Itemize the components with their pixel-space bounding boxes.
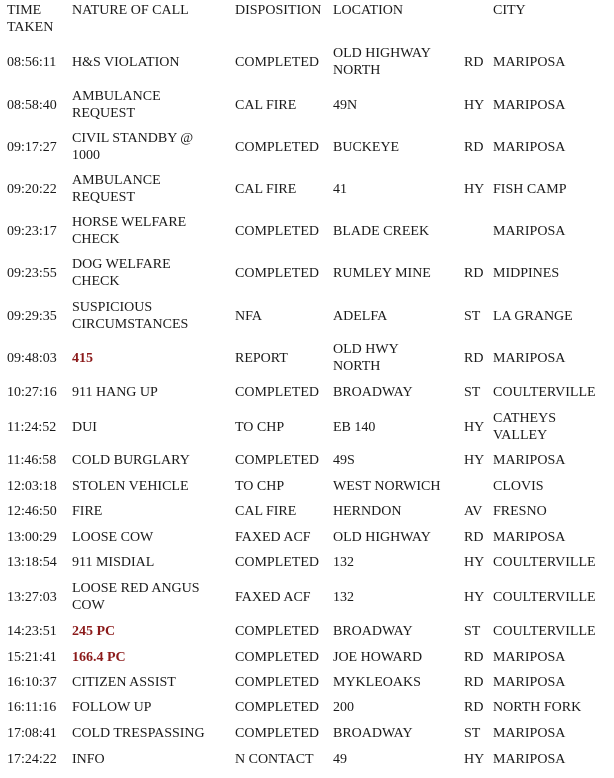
location-cell: OLD HIGHWAY NORTH — [333, 46, 431, 78]
city-cell: FRESNO — [493, 503, 547, 519]
header-city: CITY — [493, 3, 526, 18]
city-cell: COULTERVILLE — [493, 554, 596, 570]
nature-cell: 166.4 PC — [72, 649, 126, 665]
city-cell: MARIPOSA — [493, 97, 566, 113]
disposition-cell: COMPLETED — [235, 223, 319, 239]
location-cell: 49S — [333, 452, 355, 468]
street-suffix-cell: ST — [464, 308, 481, 324]
nature-cell: LOOSE COW — [72, 529, 154, 545]
time-cell: 13:18:54 — [7, 554, 57, 570]
street-suffix-cell: RD — [464, 674, 484, 690]
street-suffix-cell: RD — [464, 699, 484, 715]
location-cell: BROADWAY — [333, 384, 413, 400]
city-cell: LA GRANGE — [493, 308, 573, 324]
nature-cell: FIRE — [72, 503, 103, 519]
disposition-cell: COMPLETED — [235, 54, 319, 70]
city-cell: MIDPINES — [493, 265, 560, 281]
street-suffix-cell: ST — [464, 725, 481, 741]
city-cell: NORTH FORK — [493, 699, 582, 715]
street-suffix-cell: RD — [464, 649, 484, 665]
time-cell: 14:23:51 — [7, 623, 57, 639]
nature-cell: AMBULANCE REQUEST — [72, 89, 161, 121]
location-cell: 200 — [333, 699, 354, 715]
street-suffix-cell: HY — [464, 419, 485, 435]
street-suffix-cell: HY — [464, 452, 485, 468]
city-cell: MARIPOSA — [493, 751, 566, 767]
disposition-cell: REPORT — [235, 350, 288, 366]
street-suffix-cell: HY — [464, 751, 485, 767]
nature-cell: STOLEN VEHICLE — [72, 478, 189, 494]
street-suffix-cell: AV — [464, 503, 483, 519]
disposition-cell: FAXED ACF — [235, 589, 311, 605]
city-cell: MARIPOSA — [493, 223, 566, 239]
time-cell: 17:08:41 — [7, 725, 57, 741]
disposition-cell: TO CHP — [235, 478, 285, 494]
disposition-cell: COMPLETED — [235, 139, 319, 155]
nature-cell: INFO — [72, 751, 105, 767]
location-cell: OLD HWY NORTH — [333, 342, 399, 374]
city-cell: MARIPOSA — [493, 54, 566, 70]
location-cell: OLD HIGHWAY — [333, 529, 431, 545]
disposition-cell: COMPLETED — [235, 649, 319, 665]
nature-cell: COLD TRESPASSING — [72, 725, 205, 741]
street-suffix-cell: HY — [464, 554, 485, 570]
time-cell: 08:58:40 — [7, 97, 57, 113]
header-disposition: DISPOSITION — [235, 3, 322, 18]
nature-cell: 415 — [72, 350, 93, 366]
nature-cell: FOLLOW UP — [72, 699, 152, 715]
city-cell: MARIPOSA — [493, 350, 566, 366]
nature-cell: HORSE WELFARE CHECK — [72, 215, 187, 247]
nature-cell: AMBULANCE REQUEST — [72, 173, 161, 205]
disposition-cell: COMPLETED — [235, 265, 319, 281]
nature-cell: CITIZEN ASSIST — [72, 674, 176, 690]
street-suffix-cell: RD — [464, 529, 484, 545]
time-cell: 13:00:29 — [7, 529, 57, 545]
location-cell: 49 — [333, 751, 347, 767]
location-cell: RUMLEY MINE — [333, 265, 431, 281]
disposition-cell: CAL FIRE — [235, 97, 297, 113]
disposition-cell: CAL FIRE — [235, 181, 297, 197]
time-cell: 09:20:22 — [7, 181, 57, 197]
time-cell: 11:24:52 — [7, 419, 57, 435]
time-cell: 10:27:16 — [7, 384, 57, 400]
city-cell: CATHEYS VALLEY — [493, 411, 557, 443]
disposition-cell: COMPLETED — [235, 623, 319, 639]
location-cell: BROADWAY — [333, 725, 413, 741]
nature-cell: 911 HANG UP — [72, 384, 158, 400]
location-cell: BROADWAY — [333, 623, 413, 639]
nature-cell: 911 MISDIAL — [72, 554, 155, 570]
time-cell: 15:21:41 — [7, 649, 57, 665]
street-suffix-cell: RD — [464, 350, 484, 366]
time-cell: 09:23:17 — [7, 223, 57, 239]
disposition-cell: COMPLETED — [235, 384, 319, 400]
disposition-cell: COMPLETED — [235, 699, 319, 715]
street-suffix-cell: RD — [464, 139, 484, 155]
time-cell: 12:03:18 — [7, 478, 57, 494]
time-cell: 13:27:03 — [7, 589, 57, 605]
city-cell: COULTERVILLE — [493, 589, 596, 605]
location-cell: JOE HOWARD — [333, 649, 423, 665]
disposition-cell: COMPLETED — [235, 725, 319, 741]
time-cell: 09:48:03 — [7, 350, 57, 366]
disposition-cell: CAL FIRE — [235, 503, 297, 519]
city-cell: MARIPOSA — [493, 649, 566, 665]
location-cell: MYKLEOAKS — [333, 674, 421, 690]
header-time-taken: TIME TAKEN — [7, 3, 54, 35]
street-suffix-cell: ST — [464, 384, 481, 400]
time-cell: 16:10:37 — [7, 674, 57, 690]
city-cell: CLOVIS — [493, 478, 544, 494]
location-cell: HERNDON — [333, 503, 402, 519]
header-location: LOCATION — [333, 3, 403, 18]
time-cell: 08:56:11 — [7, 54, 57, 70]
time-cell: 12:46:50 — [7, 503, 57, 519]
nature-cell: LOOSE RED ANGUS COW — [72, 581, 200, 613]
time-cell: 16:11:16 — [7, 699, 57, 715]
nature-cell: DUI — [72, 419, 97, 435]
nature-cell: DOG WELFARE CHECK — [72, 257, 171, 289]
nature-cell: H&S VIOLATION — [72, 54, 180, 70]
street-suffix-cell: HY — [464, 181, 485, 197]
time-cell: 17:24:22 — [7, 751, 57, 767]
time-cell: 09:17:27 — [7, 139, 57, 155]
disposition-cell: N CONTACT — [235, 751, 314, 767]
city-cell: FISH CAMP — [493, 181, 567, 197]
nature-cell: SUSPICIOUS CIRCUMSTANCES — [72, 300, 189, 332]
city-cell: COULTERVILLE — [493, 623, 596, 639]
time-cell: 09:29:35 — [7, 308, 57, 324]
location-cell: 49N — [333, 97, 358, 113]
city-cell: MARIPOSA — [493, 674, 566, 690]
city-cell: MARIPOSA — [493, 139, 566, 155]
location-cell: BUCKEYE — [333, 139, 400, 155]
street-suffix-cell: HY — [464, 589, 485, 605]
location-cell: 41 — [333, 181, 347, 197]
disposition-cell: TO CHP — [235, 419, 285, 435]
disposition-cell: COMPLETED — [235, 554, 319, 570]
street-suffix-cell: RD — [464, 54, 484, 70]
location-cell: 132 — [333, 589, 354, 605]
nature-cell: CIVIL STANDBY @ 1000 — [72, 131, 194, 163]
city-cell: MARIPOSA — [493, 452, 566, 468]
disposition-cell: COMPLETED — [235, 452, 319, 468]
time-cell: 11:46:58 — [7, 452, 57, 468]
street-suffix-cell: HY — [464, 97, 485, 113]
time-cell: 09:23:55 — [7, 265, 57, 281]
disposition-cell: FAXED ACF — [235, 529, 311, 545]
location-cell: 132 — [333, 554, 354, 570]
street-suffix-cell: RD — [464, 265, 484, 281]
location-cell: EB 140 — [333, 419, 376, 435]
location-cell: BLADE CREEK — [333, 223, 430, 239]
location-cell: WEST NORWICH — [333, 478, 441, 494]
header-nature-of-call: NATURE OF CALL — [72, 3, 189, 18]
nature-cell: COLD BURGLARY — [72, 452, 190, 468]
disposition-cell: NFA — [235, 308, 262, 324]
city-cell: MARIPOSA — [493, 529, 566, 545]
nature-cell: 245 PC — [72, 623, 116, 639]
street-suffix-cell: ST — [464, 623, 481, 639]
city-cell: MARIPOSA — [493, 725, 566, 741]
location-cell: ADELFA — [333, 308, 388, 324]
city-cell: COULTERVILLE — [493, 384, 596, 400]
disposition-cell: COMPLETED — [235, 674, 319, 690]
